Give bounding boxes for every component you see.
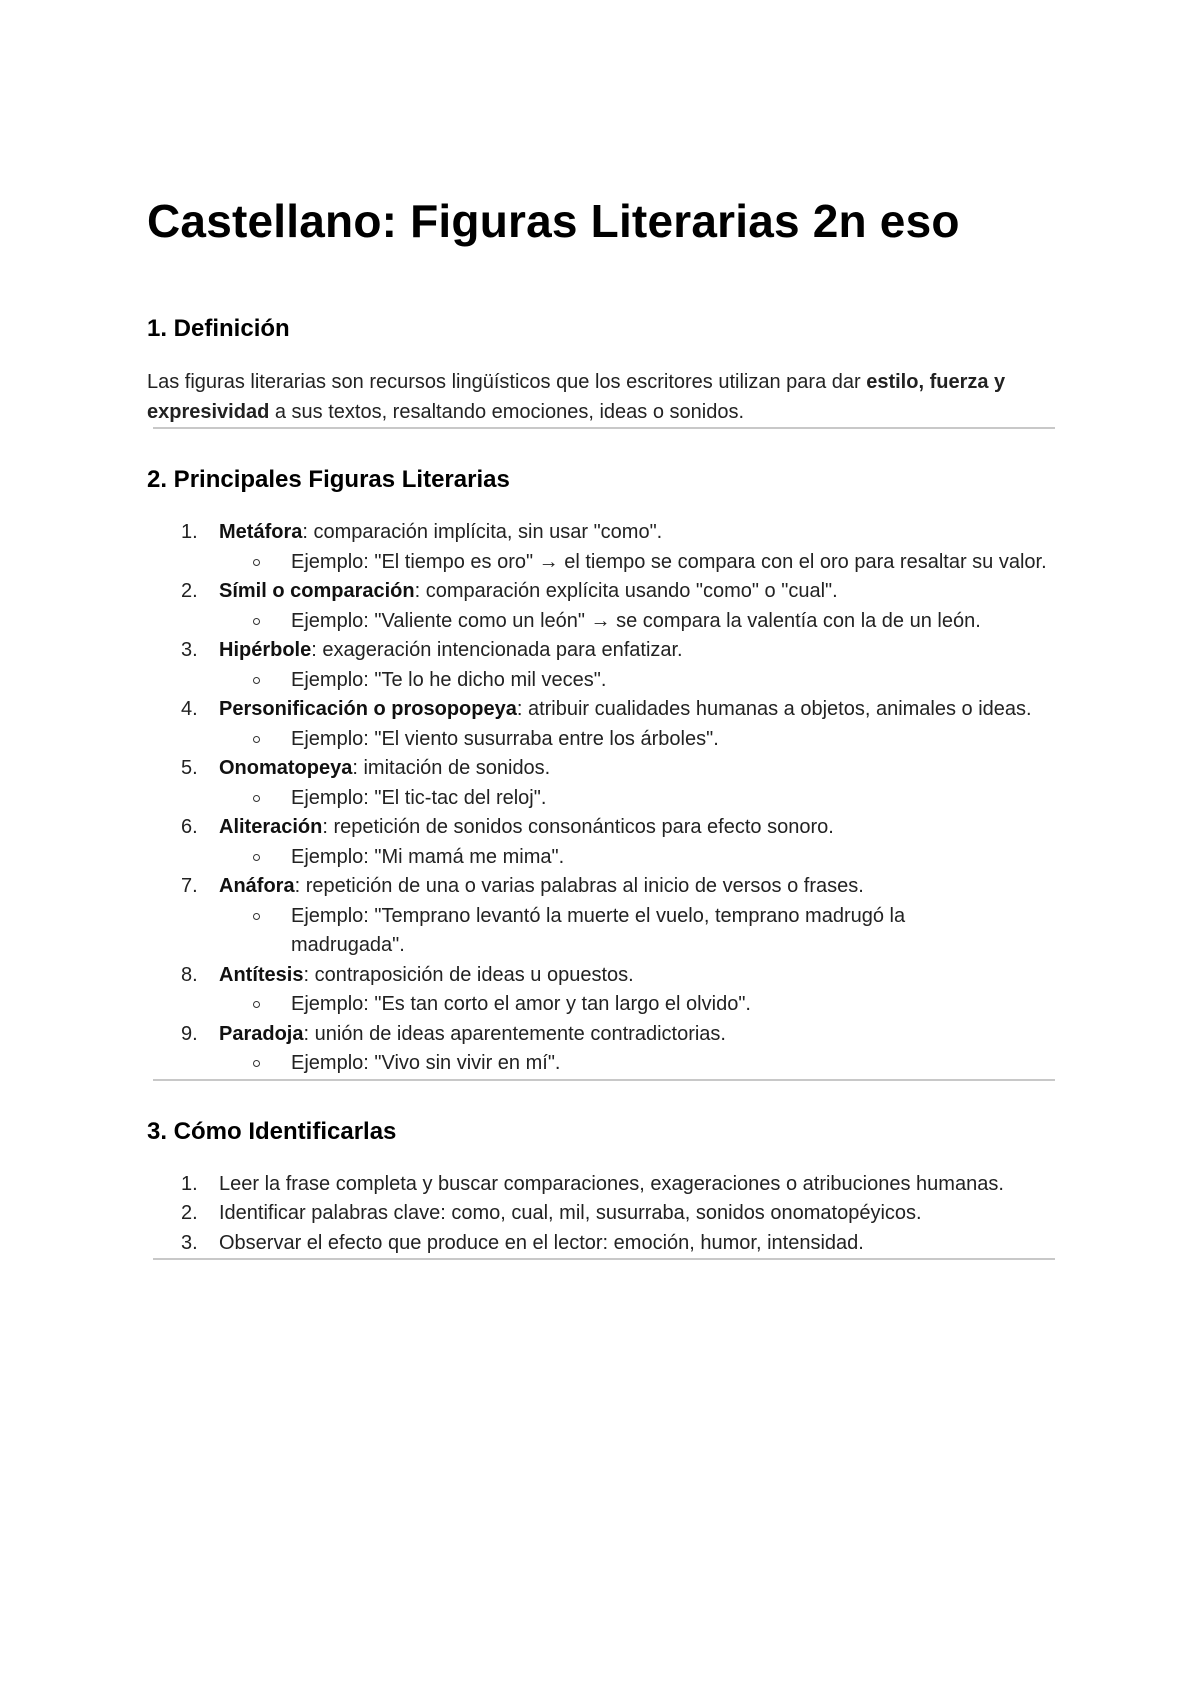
steps-list [147, 1170, 1080, 1259]
example-item [219, 607, 1111, 637]
example-text: Ejemplo: "Valiente como un león" → se compara la valentía con la de un león. [291, 609, 981, 632]
example-text: Ejemplo: "Es tan corto el amor y tan largo el olvido". [291, 993, 751, 1015]
figure-name: Anáfora [219, 875, 295, 897]
section-divider [153, 1079, 1055, 1081]
hollow-circle-bullet-icon [253, 677, 260, 684]
example-item [219, 843, 1071, 873]
example-item [219, 548, 1071, 578]
example-item [219, 666, 1071, 696]
example-text: Ejemplo: "El tiempo es oro" → el tiempo se compara con el oro para resaltar su valor. [291, 550, 1047, 573]
list-number: 6. [181, 816, 198, 838]
hollow-circle-bullet-icon [253, 618, 260, 625]
section-divider [153, 1258, 1055, 1260]
list-item [147, 754, 1139, 813]
list-number: 4. [181, 698, 198, 720]
figure-description: : repetición de una o varias palabras al inicio de versos o frases. [294, 875, 864, 897]
section-heading-definicion: 1. Definición [147, 315, 290, 342]
hollow-circle-bullet-icon [253, 913, 260, 920]
hollow-circle-bullet-icon [253, 559, 260, 566]
list-item [147, 636, 1139, 695]
example-item [219, 902, 1021, 961]
example-item [219, 1049, 1071, 1079]
example-text: Ejemplo: "Mi mamá me mima". [291, 845, 565, 868]
list-number: 7. [181, 875, 198, 897]
list-number: 3. [181, 1231, 198, 1254]
list-item [147, 695, 1139, 754]
figure-description: : exageración intencionada para enfatizar. [311, 639, 683, 661]
list-item [147, 1199, 1019, 1229]
figure-name: Aliteración [219, 816, 323, 838]
list-item [147, 577, 1139, 636]
list-item [147, 813, 1139, 872]
definition-text-end: a sus textos, resaltando emociones, ideas o sonidos. [269, 401, 745, 423]
step-text: Observar el efecto que produce en el lector: emoción, humor, intensidad. [219, 1231, 864, 1254]
example-list [219, 843, 1139, 873]
figure-name: Metáfora [219, 521, 303, 543]
figure-description: : unión de ideas aparentemente contradictorias. [303, 1022, 726, 1045]
figure-name: Onomatopeya [219, 757, 353, 779]
figure-description: : comparación explícita usando "como" o "cual". [414, 580, 838, 602]
list-item [147, 1020, 1139, 1079]
example-item [219, 725, 1071, 755]
example-text: Ejemplo: "Te lo he dicho mil veces". [291, 668, 607, 691]
list-number: 1. [181, 1172, 198, 1195]
figure-description: : contraposición de ideas u opuestos. [303, 963, 634, 986]
list-number: 3. [181, 639, 198, 661]
list-number: 1. [181, 521, 198, 543]
section-heading-figuras: 2. Principales Figuras Literarias [147, 466, 510, 493]
example-list [219, 548, 1139, 578]
definition-paragraph [147, 367, 1057, 427]
figure-description: : repetición de sonidos consonánticos para efecto sonoro. [322, 816, 834, 838]
section-heading-identificarlas: 3. Cómo Identificarlas [147, 1117, 397, 1145]
example-list [219, 666, 1139, 696]
hollow-circle-bullet-icon [253, 1001, 260, 1008]
figure-description: : imitación de sonidos. [352, 757, 551, 779]
hollow-circle-bullet-icon [253, 795, 260, 802]
list-item [147, 518, 1139, 577]
figures-list [147, 518, 1080, 1079]
example-list [219, 902, 1139, 961]
figure-description: : atribuir cualidades humanas a objetos, animales o ideas. [516, 698, 1032, 720]
example-text: Ejemplo: "Temprano levantó la muerte el vuelo, temprano madrugó la madrugada". [291, 904, 906, 956]
example-list [219, 990, 1139, 1020]
example-text: Ejemplo: "El viento susurraba entre los árboles". [291, 727, 719, 750]
hollow-circle-bullet-icon [253, 1060, 260, 1067]
list-number: 2. [181, 1202, 198, 1224]
list-number: 9. [181, 1022, 198, 1045]
list-number: 8. [181, 963, 198, 986]
figure-name: Hipérbole [219, 639, 312, 661]
example-text: Ejemplo: "Vivo sin vivir en mí". [291, 1052, 561, 1074]
hollow-circle-bullet-icon [253, 736, 260, 743]
definition-text-bold: estilo, fuerza y expresividad [147, 371, 1006, 423]
figure-name: Paradoja [219, 1022, 304, 1045]
example-list [219, 1049, 1139, 1079]
list-number: 2. [181, 580, 198, 602]
list-item [147, 1229, 1019, 1259]
section-divider [153, 427, 1055, 429]
example-list [219, 607, 1139, 637]
step-text: Leer la frase completa y buscar comparaciones, exageraciones o atribuciones humanas. [219, 1172, 1004, 1195]
list-item [147, 872, 1139, 961]
example-list [219, 784, 1139, 814]
figure-name: Símil o comparación [219, 580, 415, 602]
example-item [219, 990, 1071, 1020]
list-item [147, 961, 1139, 1020]
figure-name: Antítesis [219, 963, 304, 986]
hollow-circle-bullet-icon [253, 854, 260, 861]
example-text: Ejemplo: "El tic-tac del reloj". [291, 786, 547, 809]
step-text: Identificar palabras clave: como, cual, mil, susurraba, sonidos onomatopéyicos. [219, 1202, 922, 1224]
page-title: Castellano: Figuras Literarias 2n eso [147, 195, 960, 247]
list-item [147, 1170, 1019, 1200]
list-number: 5. [181, 757, 198, 779]
figure-description: : comparación implícita, sin usar "como". [302, 521, 663, 543]
figure-name: Personificación o prosopopeya [219, 698, 517, 720]
example-list [219, 725, 1139, 755]
example-item [219, 784, 1071, 814]
definition-text-start: Las figuras literarias son recursos lingüísticos que los escritores utilizan para dar [147, 371, 867, 393]
